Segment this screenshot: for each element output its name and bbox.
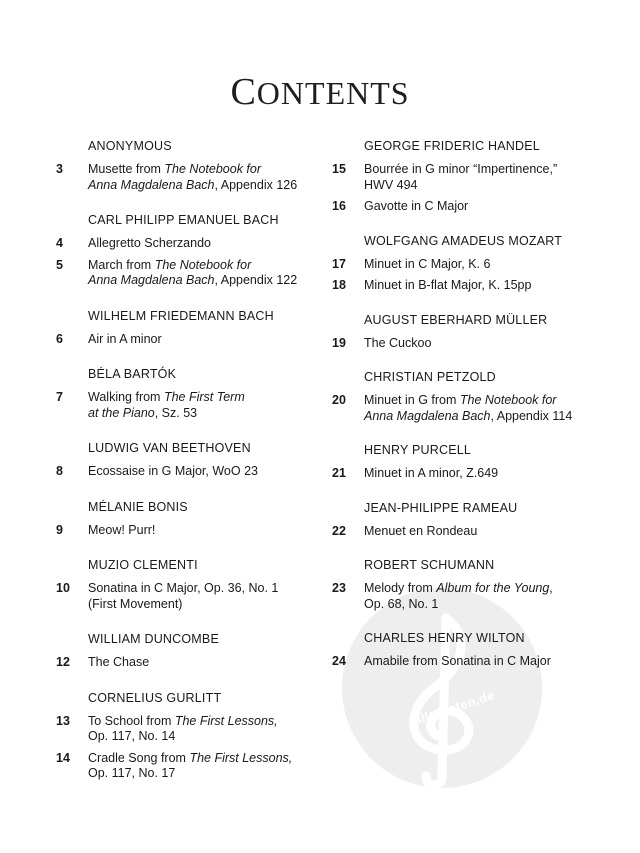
composer-group xyxy=(56,138,326,193)
contents-entry[interactable] xyxy=(332,257,612,273)
contents-entry[interactable] xyxy=(332,162,612,193)
piece-title: Allegretto Scherzando xyxy=(88,236,211,250)
page-number: 5 xyxy=(56,257,63,272)
composer-name: WILHELM FRIEDEMANN BACH xyxy=(88,308,274,323)
contents-entry[interactable] xyxy=(56,751,326,782)
page-number: 9 xyxy=(56,522,63,537)
page-number: 3 xyxy=(56,162,63,176)
composer-group xyxy=(56,366,326,421)
piece-title: Minuet in B-flat Major, K. 15pp xyxy=(364,278,532,292)
composer-name: MÉLANIE BONIS xyxy=(88,499,188,514)
page-number: 4 xyxy=(56,236,63,250)
piece-title: The Cuckoo xyxy=(364,335,432,350)
page-number: 8 xyxy=(56,464,63,478)
page-number: 14 xyxy=(56,750,70,765)
contents-entry[interactable] xyxy=(332,278,612,294)
contents-entry[interactable] xyxy=(56,258,326,289)
contents-entry[interactable] xyxy=(56,464,326,480)
contents-entry[interactable] xyxy=(56,236,326,252)
composer-name: JEAN-PHILIPPE RAMEAU xyxy=(364,500,518,515)
contents-left-column xyxy=(56,138,326,801)
composer-name: BÉLA BARTÓK xyxy=(88,367,177,381)
contents-entry[interactable] xyxy=(56,714,326,745)
composer-name: AUGUST EBERHARD MÜLLER xyxy=(364,312,548,327)
composer-name: WILLIAM DUNCOMBE xyxy=(88,632,219,646)
composer-group xyxy=(332,233,612,294)
composer-name: CHARLES HENRY WILTON xyxy=(364,631,525,645)
contents-entry[interactable] xyxy=(56,162,326,193)
contents-entry[interactable] xyxy=(56,390,326,421)
watermark-text: alle-noten.de xyxy=(411,687,497,728)
piece-title: Ecossaise in G Major, WoO 23 xyxy=(88,464,258,478)
composer-name: MUZIO CLEMENTI xyxy=(88,558,198,572)
contents-entry[interactable] xyxy=(56,655,326,671)
page-number: 19 xyxy=(332,335,346,350)
page-number: 10 xyxy=(56,581,70,595)
piece-title: The Chase xyxy=(88,655,150,669)
piece-title: Melody from Album for the Young, Op. 68, No. 1 xyxy=(364,581,553,611)
page-number: 15 xyxy=(332,162,346,176)
page-number: 21 xyxy=(332,466,346,480)
page-number: 22 xyxy=(332,523,346,538)
composer-name: ROBERT SCHUMANN xyxy=(364,558,495,572)
page-title: CONTENTS xyxy=(230,71,410,113)
composer-group xyxy=(56,440,326,480)
composer-name: GEORGE FRIDERIC HANDEL xyxy=(364,139,540,153)
page-number: 17 xyxy=(332,256,346,271)
composer-name: LUDWIG VAN BEETHOVEN xyxy=(88,441,251,455)
composer-name: CORNELIUS GURLITT xyxy=(88,690,222,705)
contents-entry[interactable] xyxy=(332,393,612,424)
composer-group xyxy=(56,212,326,289)
contents-entry[interactable] xyxy=(332,581,612,612)
contents-right-column xyxy=(332,138,612,688)
composer-group xyxy=(56,308,326,348)
piece-title: Bourrée in G minor “Impertinence,” HWV 494 xyxy=(364,162,558,192)
page-number: 18 xyxy=(332,278,346,292)
composer-name: CARL PHILIPP EMANUEL BACH xyxy=(88,213,279,227)
composer-name: CHRISTIAN PETZOLD xyxy=(364,370,496,384)
composer-group xyxy=(332,312,612,352)
composer-group xyxy=(332,138,612,215)
composer-group xyxy=(332,442,612,482)
piece-title: Sonatina in C Major, Op. 36, No. 1 (First Movement) xyxy=(88,581,279,611)
contents-entry[interactable] xyxy=(332,524,612,540)
contents-entry[interactable] xyxy=(332,336,612,352)
contents-entry[interactable] xyxy=(56,332,326,348)
composer-name: WOLFGANG AMADEUS MOZART xyxy=(364,233,563,248)
piece-title: Minuet in C Major, K. 6 xyxy=(364,256,491,271)
contents-entry[interactable] xyxy=(56,581,326,612)
page-number: 13 xyxy=(56,713,70,728)
piece-title: Meow! Purr! xyxy=(88,522,156,537)
composer-group xyxy=(332,369,612,424)
composer-group xyxy=(332,557,612,612)
composer-name: ANONYMOUS xyxy=(88,139,172,153)
piece-title: Air in A minor xyxy=(88,331,162,346)
page-number: 23 xyxy=(332,581,346,595)
contents-entry[interactable] xyxy=(332,466,612,482)
page-number: 7 xyxy=(56,390,63,404)
piece-title: Minuet in A minor, Z.649 xyxy=(364,466,499,480)
contents-entry[interactable] xyxy=(56,523,326,539)
piece-title: Gavotte in C Major xyxy=(364,199,469,213)
composer-group xyxy=(56,631,326,671)
piece-title: Walking from The First Term at the Piano, Sz. 53 xyxy=(88,390,245,420)
page-number: 12 xyxy=(56,655,70,669)
piece-title: To School from The First Lessons, Op. 117, No. 14 xyxy=(88,713,278,743)
composer-group xyxy=(332,630,612,670)
composer-group xyxy=(56,557,326,612)
contents-entry[interactable] xyxy=(332,199,612,215)
page-number: 16 xyxy=(332,199,346,213)
piece-title: Cradle Song from The First Lessons, Op. 117, No. 17 xyxy=(88,750,293,780)
composer-group xyxy=(56,690,326,782)
contents-entry[interactable] xyxy=(332,654,612,670)
page-number: 6 xyxy=(56,331,63,346)
page-number: 20 xyxy=(332,393,346,407)
composer-group xyxy=(56,499,326,539)
piece-title: Musette from The Notebook for Anna Magdalena Bach, Appendix 126 xyxy=(88,162,298,192)
piece-title: March from The Notebook for Anna Magdalena Bach, Appendix 122 xyxy=(88,257,298,287)
piece-title: Menuet en Rondeau xyxy=(364,523,478,538)
composer-group xyxy=(332,500,612,540)
composer-name: HENRY PURCELL xyxy=(364,443,472,457)
piece-title: Amabile from Sonatina in C Major xyxy=(364,654,551,668)
piece-title: Minuet in G from The Notebook for Anna Magdalena Bach, Appendix 114 xyxy=(364,393,573,423)
page-number: 24 xyxy=(332,654,346,668)
